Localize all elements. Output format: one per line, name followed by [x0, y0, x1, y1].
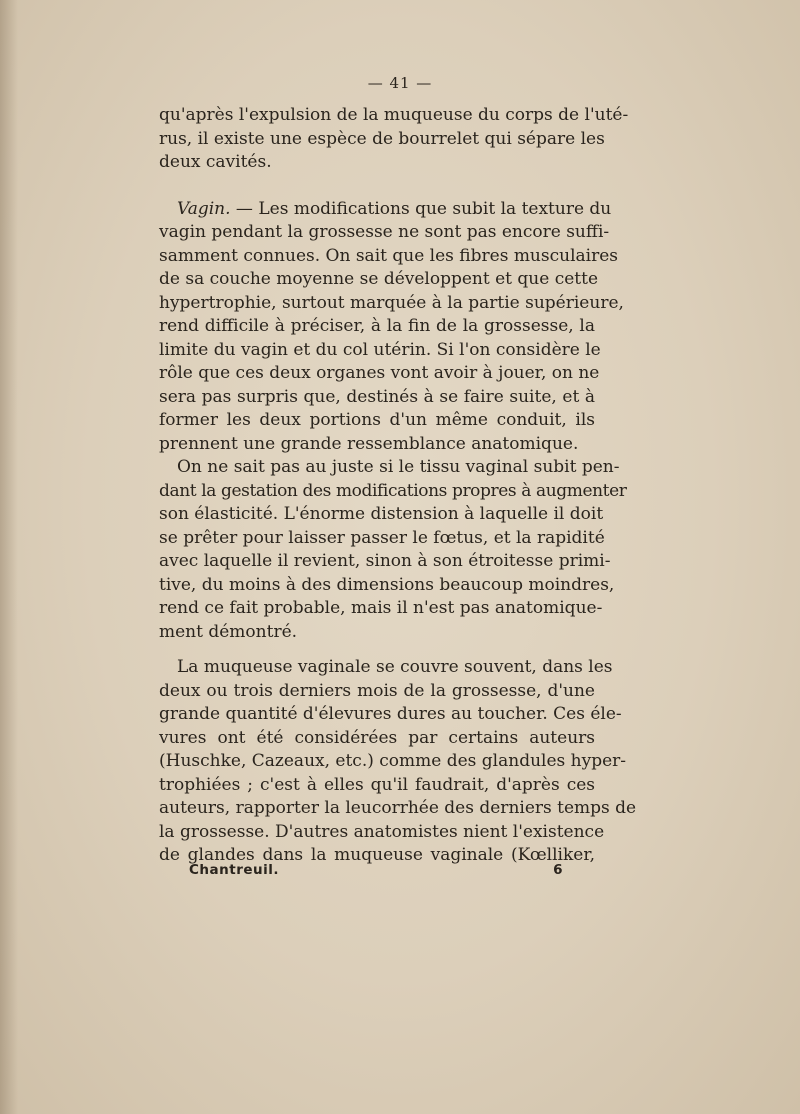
- text-line-with-heading: [159, 198, 612, 222]
- text-line: auteurs, rapporter la leucorrhée des derniers temps de: [159, 798, 637, 818]
- text-line: dant la gestation des modifications propres à augmenter: [159, 480, 627, 501]
- text-line: trophiées ; c'est à elles qu'il faudrait, d'après ces: [159, 774, 595, 795]
- text-line: La muqueuse vaginale se couvre souvent, dans les: [177, 657, 613, 677]
- paragraph-gap: [159, 175, 595, 198]
- text-line: deux cavités.: [159, 152, 272, 172]
- text-line: On ne sait pas au juste si le tissu vaginal subit pen-: [177, 457, 620, 477]
- text-line: prennent une grande ressemblance anatomique.: [159, 433, 579, 454]
- text-line: se prêter pour laisser passer le fœtus, et la rapidité: [159, 527, 605, 548]
- text-line: rôle que ces deux organes vont avoir à jouer, on ne: [159, 363, 600, 383]
- page-number: — 41 —: [367, 74, 433, 92]
- text-line-rest: Les modifications que subit la texture du: [258, 198, 612, 219]
- body-text: [159, 104, 637, 868]
- text-line: rend ce fait probable, mais il n'est pas anatomique-: [159, 598, 603, 618]
- text-line: deux ou trois derniers mois de la grossesse, d'une: [159, 680, 595, 701]
- text-line: tive, du moins à des dimensions beaucoup moindres,: [159, 574, 615, 595]
- text-line: vagin pendant la grossesse ne sont pas encore suffi-: [159, 222, 610, 242]
- text-line: sera pas surpris que, destinés à se faire suite, et à: [159, 386, 595, 407]
- text-line: former les deux portions d'un même conduit, ils: [159, 410, 595, 430]
- text-line: hypertrophie, surtout marquée à la partie supérieure,: [159, 292, 624, 313]
- text-line: vures ont été considérées par certains auteurs: [159, 727, 595, 748]
- text-line: limite du vagin et du col utérin. Si l'on considère le: [159, 339, 601, 360]
- text-line: (Huschke, Cazeaux, etc.) comme des glandules hyper-: [159, 751, 627, 771]
- author-name: Chantreuil.: [189, 862, 280, 878]
- section-heading-vagin: Vagin. —: [177, 198, 253, 219]
- text-line: de glandes dans la muqueuse vaginale (Kœlliker,: [159, 845, 595, 865]
- text-line: son élasticité. L'énorme distension à laquelle il doit: [159, 504, 604, 524]
- text-line: avec laquelle il revient, sinon à son étroitesse primi-: [159, 551, 611, 571]
- page-footer: [189, 862, 563, 878]
- text-line: samment connues. On sait que les fibres musculaires: [159, 245, 618, 266]
- text-line: ment démontré.: [159, 621, 298, 642]
- text-line: la grossesse. D'autres anatomistes nient l'existence: [159, 821, 605, 842]
- text-line: grande quantité d'élevures dures au toucher. Ces éle-: [159, 704, 622, 724]
- paragraph-gap: [159, 644, 595, 656]
- text-line: de sa couche moyenne se développent et que cette: [159, 269, 599, 289]
- signature-mark: 6: [553, 862, 563, 878]
- text-line: qu'après l'expulsion de la muqueuse du corps de l'uté-: [159, 105, 629, 125]
- page-edge-shadow: [0, 0, 18, 1114]
- text-line: rend difficile à préciser, à la fin de la grossesse, la: [159, 316, 595, 336]
- text-line: rus, il existe une espèce de bourrelet qui sépare les: [159, 128, 605, 149]
